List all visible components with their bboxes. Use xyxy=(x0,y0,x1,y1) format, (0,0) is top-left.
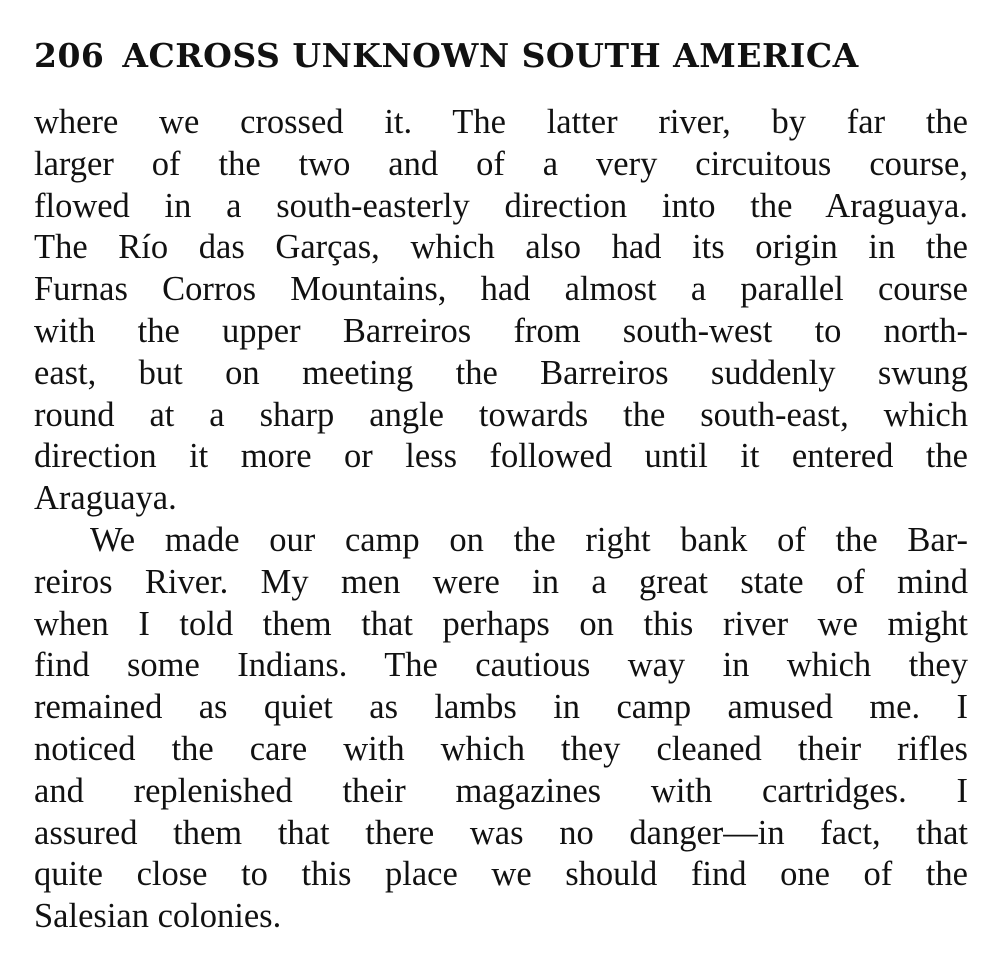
running-head xyxy=(34,30,968,82)
text-line: assured them that there was no danger—in fact, that xyxy=(34,813,968,852)
text-line: remained as quiet as lambs in camp amused me. I xyxy=(34,688,968,727)
text-line: noticed the care with which they cleaned their rifles xyxy=(34,729,968,768)
page-number: 206 xyxy=(34,36,105,75)
text-line: where we crossed it. The latter river, by far the xyxy=(34,103,968,141)
text-line: reiros River. My men were in a great state of mind xyxy=(34,562,968,601)
text-line: flowed in a south-easterly direction into the Araguaya. xyxy=(34,186,968,225)
paragraph-1 xyxy=(34,102,968,520)
text-line: We made our camp on the right bank of the Bar- xyxy=(90,520,968,559)
text-line: The Río das Garças, which also had its origin in the xyxy=(34,228,968,267)
text-line: round at a sharp angle towards the south-east, which xyxy=(34,395,968,434)
text-line: when I told them that perhaps on this river we might xyxy=(34,604,968,643)
text-line: find some Indians. The cautious way in which they xyxy=(34,646,968,685)
text-line: Furnas Corros Mountains, had almost a parallel course xyxy=(34,270,968,309)
text-line: Salesian colonies. xyxy=(34,897,282,936)
text-line: and replenished their magazines with cartridges. I xyxy=(34,771,968,810)
text-line: larger of the two and of a very circuitous course, xyxy=(34,144,968,183)
text-line: direction it more or less followed until it entered the xyxy=(34,437,968,476)
paragraph-2 xyxy=(34,520,968,938)
text-line: with the upper Barreiros from south-west to north- xyxy=(34,311,968,350)
text-line: Araguaya. xyxy=(34,479,177,518)
text-line: quite close to this place we should find one of the xyxy=(34,855,968,894)
running-title: ACROSS UNKNOWN SOUTH AMERICA xyxy=(122,36,859,75)
text-line: east, but on meeting the Barreiros suddenly swung xyxy=(34,353,968,392)
book-page xyxy=(34,30,968,938)
